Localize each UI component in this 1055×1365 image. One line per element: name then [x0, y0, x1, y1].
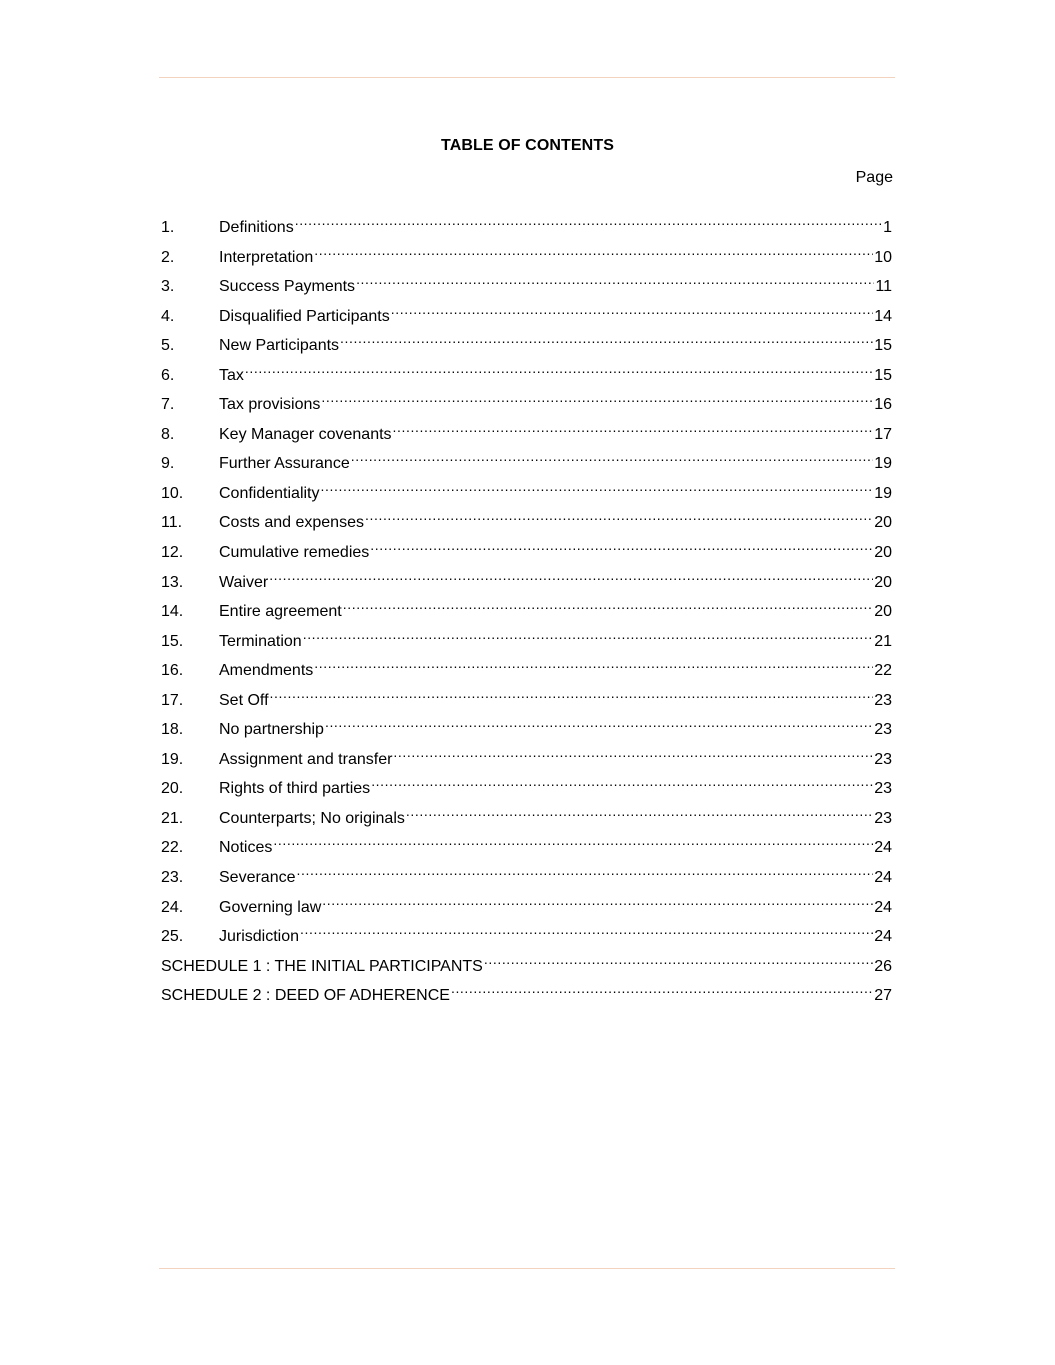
- toc-entry-number: 6.: [161, 366, 175, 384]
- toc-entry-number: 4.: [161, 307, 175, 325]
- toc-dot-leader: [370, 533, 873, 557]
- page-column-header: Page: [855, 169, 893, 186]
- toc-entry-label: Costs and expenses: [219, 514, 364, 532]
- toc-entry-label: New Participants: [219, 337, 340, 355]
- toc-entry-label: Waiver: [219, 573, 269, 591]
- toc-dot-leader: [321, 385, 873, 409]
- toc-dot-leader: [393, 740, 873, 764]
- toc-entry-page: 11: [875, 278, 892, 296]
- toc-dot-leader: [322, 888, 873, 912]
- toc-entry[interactable]: [161, 769, 892, 799]
- footer-rule: [159, 1268, 895, 1269]
- toc-dot-leader: [245, 356, 873, 380]
- toc-entry-page: 24: [874, 869, 892, 887]
- toc-entry-number: 19.: [161, 750, 184, 768]
- toc-entry-number: 24.: [161, 898, 184, 916]
- toc-entry[interactable]: [161, 326, 892, 356]
- toc-dot-leader: [273, 828, 873, 852]
- toc-entry-number: 12.: [161, 544, 184, 562]
- toc-schedule-label: SCHEDULE 2 : DEED OF ADHERENCE: [161, 987, 450, 1005]
- toc-dot-leader: [270, 681, 874, 705]
- toc-entry[interactable]: [161, 356, 892, 386]
- toc-entry-label: Severance: [219, 869, 296, 887]
- toc-entry-label: Termination: [219, 632, 302, 650]
- toc-entry-label: Rights of third parties: [219, 780, 371, 798]
- toc-dot-leader: [321, 474, 874, 498]
- toc-entry-label: Key Manager covenants: [219, 425, 392, 443]
- toc-entry-number: 2.: [161, 248, 175, 266]
- toc-dot-leader: [356, 267, 874, 291]
- toc-dot-leader: [484, 947, 873, 971]
- toc-entry-label: Entire agreement: [219, 603, 342, 621]
- toc-entry-label: Tax provisions: [219, 396, 321, 414]
- toc-dot-leader: [300, 917, 873, 941]
- toc-schedule-entry[interactable]: [161, 976, 892, 1006]
- toc-entry-label: Set Off: [219, 691, 269, 709]
- toc-entry-number: 10.: [161, 484, 184, 502]
- toc-dot-leader: [325, 710, 873, 734]
- toc-entry-number: 3.: [161, 278, 175, 296]
- toc-entry-label: Counterparts; No originals: [219, 809, 405, 827]
- toc-entry-page: 10: [874, 248, 892, 266]
- toc-schedule-page: 27: [874, 987, 892, 1005]
- toc-entry-label: Interpretation: [219, 248, 314, 266]
- toc-entry[interactable]: [161, 267, 892, 297]
- toc-entry-number: 13.: [161, 573, 184, 591]
- toc-entry[interactable]: [161, 799, 892, 829]
- toc-entry[interactable]: [161, 710, 892, 740]
- toc-dot-leader: [351, 444, 873, 468]
- toc-entry-number: 15.: [161, 632, 184, 650]
- toc-dot-leader: [269, 563, 873, 587]
- toc-entry-number: 9.: [161, 455, 175, 473]
- toc-entry-label: Notices: [219, 839, 273, 857]
- toc-entry-number: 8.: [161, 425, 175, 443]
- toc-schedule-page: 26: [874, 957, 892, 975]
- toc-entry-page: 14: [874, 307, 892, 325]
- toc-entry-label: Success Payments: [219, 278, 356, 296]
- toc-entry-page: 21: [874, 632, 892, 650]
- toc-dot-leader: [371, 769, 873, 793]
- toc-entry[interactable]: [161, 917, 892, 947]
- toc-entry-number: 5.: [161, 337, 175, 355]
- toc-entry-number: 16.: [161, 662, 184, 680]
- toc-entry-page: 19: [874, 455, 892, 473]
- toc-dot-leader: [393, 415, 874, 439]
- toc-entry-page: 24: [874, 898, 892, 916]
- toc-entry[interactable]: [161, 651, 892, 681]
- toc-entry[interactable]: [161, 238, 892, 268]
- toc-dot-leader: [303, 622, 874, 646]
- toc-entry[interactable]: [161, 415, 892, 445]
- toc-dot-leader: [343, 592, 873, 616]
- toc-entry-page: 19: [874, 484, 892, 502]
- toc-entry[interactable]: [161, 385, 892, 415]
- toc-entry[interactable]: [161, 208, 892, 238]
- header-rule: [159, 77, 895, 78]
- toc-entry-page: 15: [874, 337, 892, 355]
- toc-entry-label: Definitions: [219, 219, 294, 236]
- toc-entry-page: 23: [874, 721, 892, 739]
- toc-entry-number: 20.: [161, 780, 184, 798]
- toc-entry-page: 24: [874, 839, 892, 857]
- toc-entry[interactable]: [161, 740, 892, 770]
- toc-entry-label: No partnership: [219, 721, 324, 739]
- toc-entry[interactable]: [161, 681, 892, 711]
- toc-dot-leader: [365, 503, 873, 527]
- toc-entry-label: Jurisdiction: [219, 928, 300, 946]
- toc-entry-page: 20: [874, 514, 892, 532]
- toc-schedule-entry[interactable]: [161, 947, 892, 977]
- toc-entry-number: 21.: [161, 809, 184, 827]
- toc-entry-page: 22: [874, 662, 892, 680]
- toc-entry-page: 23: [874, 809, 892, 827]
- toc-entry-page: 23: [874, 691, 892, 709]
- toc-schedule-label: SCHEDULE 1 : THE INITIAL PARTICIPANTS: [161, 957, 483, 975]
- toc-entry[interactable]: [161, 622, 892, 652]
- toc-entry-page: 24: [874, 928, 892, 946]
- toc-entry-page: 20: [874, 603, 892, 621]
- toc-dot-leader: [314, 238, 873, 262]
- toc-entry-number: 11.: [161, 514, 183, 532]
- toc-entry-page: 1: [883, 219, 892, 236]
- toc-entry-page: 17: [874, 425, 892, 443]
- toc-entry[interactable]: [161, 888, 892, 918]
- toc-entry-label: Assignment and transfer: [219, 750, 393, 768]
- toc-entry[interactable]: [161, 858, 892, 888]
- toc-entry-number: 1.: [161, 219, 175, 236]
- toc-entry-page: 16: [874, 396, 892, 414]
- toc-dot-leader: [406, 799, 873, 823]
- toc-dot-leader: [451, 976, 873, 1000]
- toc-dot-leader: [297, 858, 874, 882]
- toc-entry[interactable]: [161, 297, 892, 327]
- toc-dot-leader: [295, 208, 882, 232]
- toc-entry-number: 7.: [161, 396, 175, 414]
- toc-entry-page: 23: [874, 780, 892, 798]
- toc-entry-page: 15: [874, 366, 892, 384]
- toc-list: [161, 208, 892, 1006]
- toc-entry-label: Further Assurance: [219, 455, 350, 473]
- toc-entry-page: 23: [874, 750, 892, 768]
- toc-entry-number: 25.: [161, 928, 184, 946]
- toc-entry-label: Cumulative remedies: [219, 544, 370, 562]
- toc-title: TABLE OF CONTENTS: [441, 137, 614, 154]
- toc-entry-page: 20: [874, 544, 892, 562]
- toc-entry[interactable]: [161, 592, 892, 622]
- toc-entry[interactable]: [161, 503, 892, 533]
- toc-entry-label: Disqualified Participants: [219, 307, 390, 325]
- toc-entry[interactable]: [161, 444, 892, 474]
- toc-dot-leader: [340, 326, 873, 350]
- toc-entry[interactable]: [161, 533, 892, 563]
- toc-entry-page: 20: [874, 573, 892, 591]
- toc-entry-number: 18.: [161, 721, 184, 739]
- toc-dot-leader: [314, 651, 873, 675]
- toc-entry-label: Governing law: [219, 898, 322, 916]
- toc-entry-number: 14.: [161, 603, 184, 621]
- toc-entry-label: Confidentiality: [219, 484, 320, 502]
- toc-entry[interactable]: [161, 828, 892, 858]
- toc-entry-number: 17.: [161, 691, 184, 709]
- toc-entry-number: 22.: [161, 839, 184, 857]
- toc-dot-leader: [391, 297, 873, 321]
- toc-entry[interactable]: [161, 474, 892, 504]
- toc-entry-label: Amendments: [219, 662, 314, 680]
- toc-entry-number: 23.: [161, 869, 184, 887]
- toc-entry[interactable]: [161, 563, 892, 593]
- toc-entry-label: Tax: [219, 366, 244, 384]
